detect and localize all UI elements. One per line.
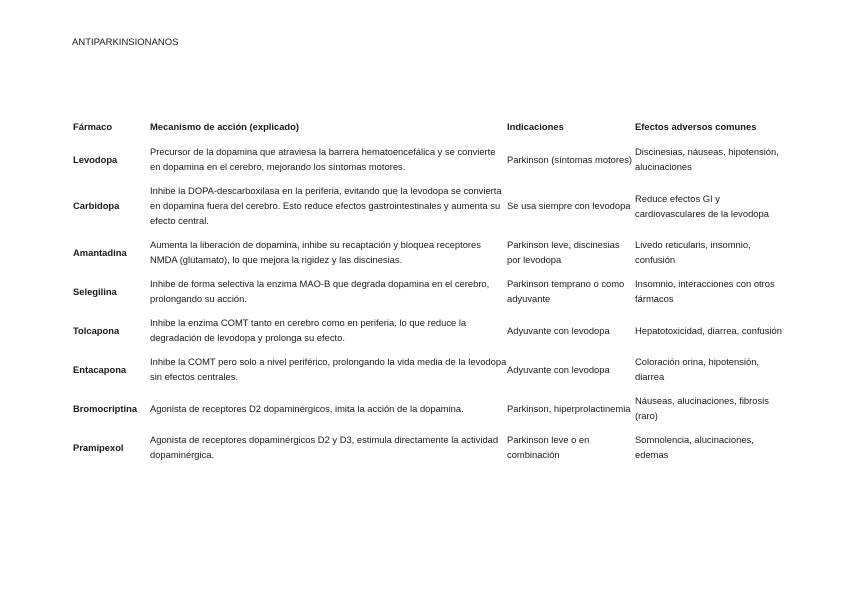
cell-adverse-effects: Náuseas, alucinaciones, fibrosis (raro) xyxy=(635,395,769,421)
cell-indications: Parkinson (síntomas motores) xyxy=(507,153,633,165)
cell-adverse-effects: Coloración orina, hipotensión, diarrea xyxy=(635,356,760,382)
drug-table xyxy=(71,116,785,471)
table-row xyxy=(71,276,785,315)
header-drug: Fármaco xyxy=(73,120,113,132)
table-row xyxy=(71,144,785,183)
cell-drug: Bromocriptina xyxy=(73,402,138,414)
table-row xyxy=(71,354,785,393)
cell-drug: Entacapona xyxy=(73,363,127,375)
table-row xyxy=(71,315,785,354)
cell-mechanism: Agonista de receptores dopaminérgicos D2 y D3, estimula directamente la actividad dopaminérgica. xyxy=(150,434,499,460)
cell-drug: Pramipexol xyxy=(73,441,124,453)
cell-indications: Adyuvante con levodopa xyxy=(507,363,610,375)
cell-mechanism: Inhibe la DOPA-descarboxilasa en la periferia, evitando que la levodopa se convierta en dopamina fuera del cerebro. Esto reduce efectos gastrointestinales y aumenta su efecto central. xyxy=(150,185,502,226)
cell-drug: Selegilina xyxy=(73,285,117,297)
cell-indications: Parkinson leve o en combinación xyxy=(507,434,590,460)
cell-indications: Parkinson temprano o como adyuvante xyxy=(507,278,625,304)
table-row xyxy=(71,237,785,276)
cell-adverse-effects: Discinesias, náuseas, hipotensión, alucinaciones xyxy=(635,146,779,172)
header-adverse-effects: Efectos adversos comunes xyxy=(635,120,757,132)
cell-mechanism: Inhibe de forma selectiva la enzima MAO-B que degrada dopamina en el cerebro, prolongando su acción. xyxy=(150,278,490,304)
cell-mechanism: Inhibe la enzima COMT tanto en cerebro como en periferia, lo que reduce la degradación de levodopa y prolonga su efecto. xyxy=(150,317,467,343)
cell-adverse-effects: Hepatotoxicidad, diarrea, confusión xyxy=(635,324,782,336)
cell-adverse-effects: Somnolencia, alucinaciones, edemas xyxy=(635,434,754,460)
cell-indications: Adyuvante con levodopa xyxy=(507,324,610,336)
table-header-row xyxy=(71,116,785,144)
document-title: ANTIPARKINSIONANOS xyxy=(72,37,179,48)
table-row xyxy=(71,432,785,471)
cell-mechanism: Precursor de la dopamina que atraviesa la barrera hematoencefálica y se convierte en dopamina en el cerebro, mejorando los síntomas motores. xyxy=(150,146,496,172)
header-indications: Indicaciones xyxy=(507,120,564,132)
cell-mechanism: Agonista de receptores D2 dopaminérgicos, imita la acción de la dopamina. xyxy=(150,402,464,414)
cell-adverse-effects: Livedo reticularis, insomnio, confusión xyxy=(635,239,751,265)
cell-drug: Carbidopa xyxy=(73,200,120,211)
header-mechanism: Mecanismo de acción (explicado) xyxy=(150,120,300,132)
cell-indications: Parkinson, hiperprolactinemia xyxy=(507,402,631,414)
cell-mechanism: Aumenta la liberación de dopamina, inhibe su recaptación y bloquea receptores NMDA (glutamato), lo que mejora la rigidez y las discinesias. xyxy=(150,239,481,265)
cell-mechanism: Inhibe la COMT pero solo a nivel periférico, prolongando la vida media de la levodopa sin efectos centrales. xyxy=(150,356,507,382)
cell-indications: Parkinson leve, discinesias por levodopa xyxy=(507,239,620,265)
cell-adverse-effects: Reduce efectos GI y cardiovasculares de la levodopa xyxy=(635,192,769,219)
table-row xyxy=(71,393,785,432)
table-row xyxy=(71,183,785,237)
cell-drug: Amantadina xyxy=(73,246,127,258)
cell-indications: Se usa siempre con levodopa xyxy=(507,200,631,211)
cell-drug: Levodopa xyxy=(73,153,118,165)
cell-adverse-effects: Insomnio, interacciones con otros fármacos xyxy=(635,278,775,304)
cell-drug: Tolcapona xyxy=(73,324,120,336)
